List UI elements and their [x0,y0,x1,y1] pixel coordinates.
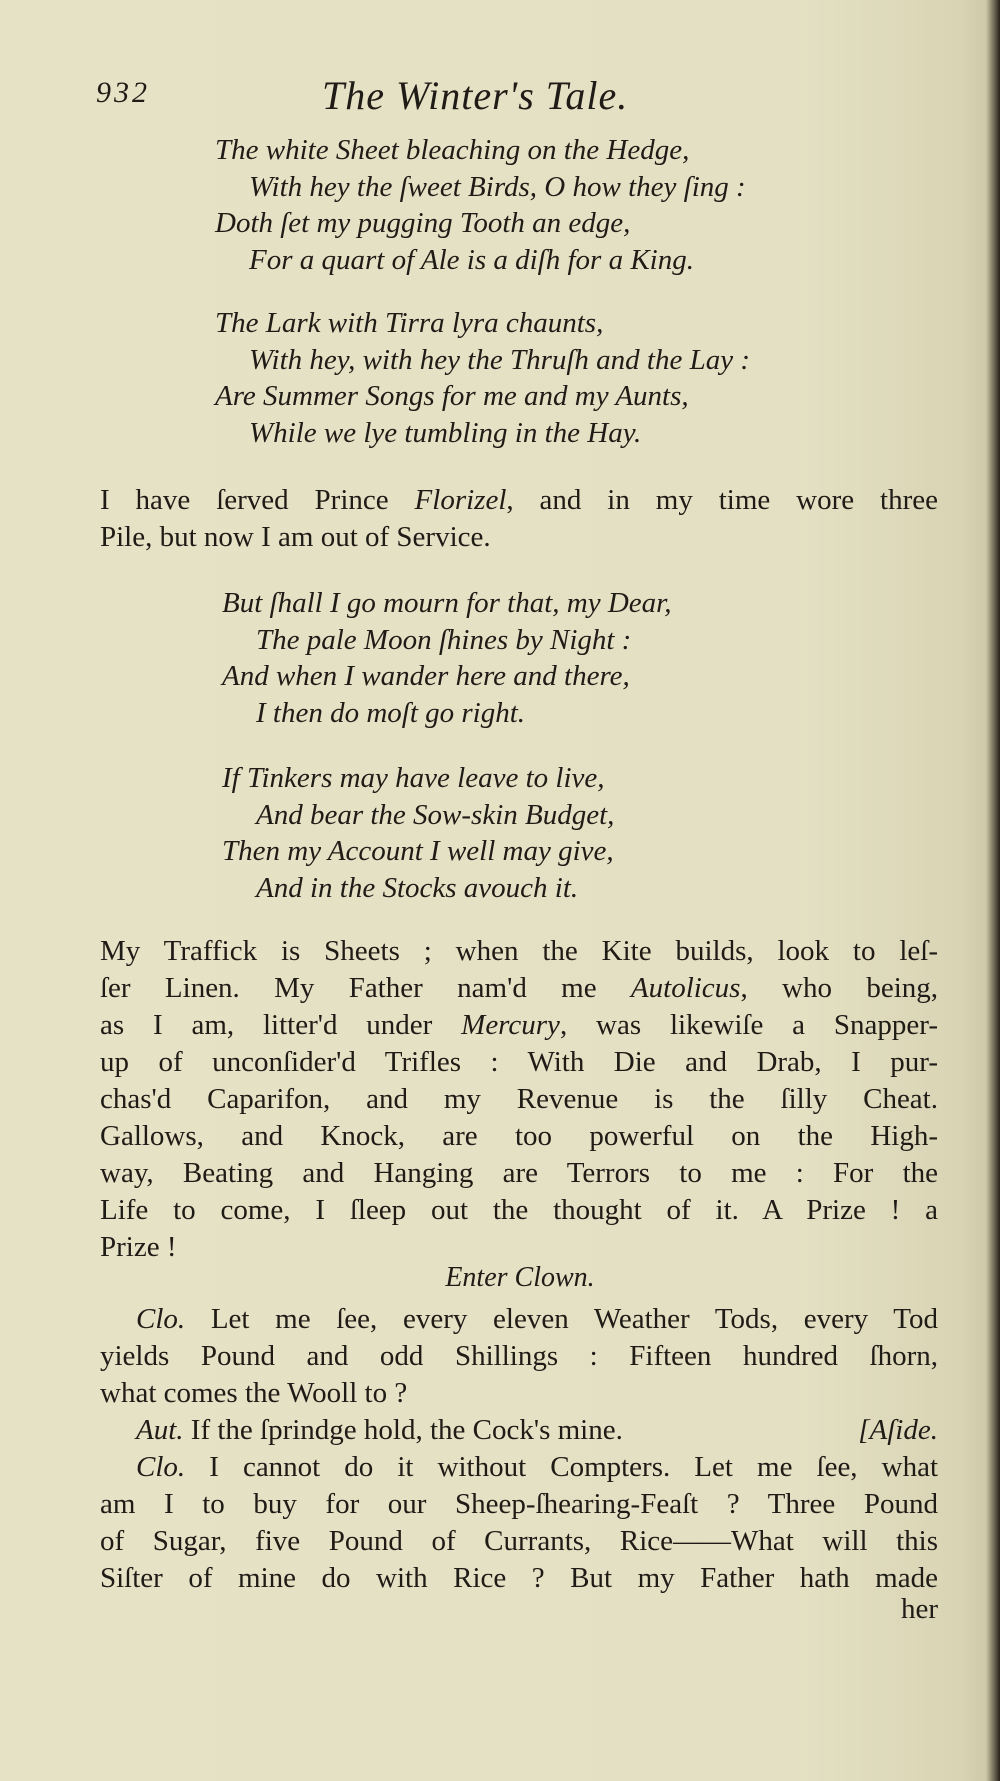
verse-line: With hey, with hey the Thruſh and the Lay : [249,343,751,376]
speaker-prefix: Aut. [136,1414,184,1446]
verse-line: The Lark with Tirra lyra chaunts, [215,307,604,339]
prose-line: way, Beating and Hanging are Terrors to me : For the [100,1157,938,1189]
dialogue-line: Clo. I cannot do it without Compters. Let me ſee, what [136,1451,938,1483]
speaker-prefix: Clo. [136,1451,186,1483]
prose-paragraph-1 [100,482,938,556]
dialogue-line: Siſter of mine do with Rice ? But my Father hath made [100,1562,938,1594]
speaker-prefix: Clo. [136,1303,186,1335]
dialogue-block [100,1301,938,1597]
character-name: Mercury [461,1009,560,1041]
dialogue-line: Clo. Let me ſee, every eleven Weather Tods, every Tod [136,1303,938,1335]
song1-stanza1 [215,132,746,278]
prose-line: Pile, but now I am out of Service. [100,521,491,553]
verse-line: And when I wander here and there, [222,660,630,692]
verse-line: For a quart of Ale is a diſh for a King. [249,243,694,276]
verse-line: The white Sheet bleaching on the Hedge, [215,134,690,166]
dialogue-line: what comes the Wooll to ? [100,1377,408,1409]
prose-line: up of unconſider'd Trifles : With Die and Drab, I pur- [100,1046,938,1078]
verse-line: I then do moſt go right. [256,696,526,729]
prose-line: chas'd Caparifon, and my Revenue is the ſilly Cheat. [100,1083,938,1115]
song2-stanza1 [222,585,672,731]
running-title: The Winter's Tale. [322,73,629,118]
dialogue-line: Aut. If the ſprindge hold, the Cock's mine. [Aſide. [100,1412,938,1449]
catchword: her [900,1593,938,1625]
character-name: Autolicus [630,972,741,1004]
verse-line: With hey the ſweet Birds, O how they ſing : [249,170,746,203]
verse-line: And bear the Sow-skin Budget, [256,798,615,831]
prose-line: My Traffick is Sheets ; when the Kite builds, look to leſ- [100,935,938,967]
prose-line: as I am, litter'd under Mercury, was likewiſe a Snapper- [100,1009,938,1041]
prose-paragraph-2 [100,933,938,1266]
page-number: 932 [96,76,150,109]
stage-direction: Enter Clown. [445,1262,595,1293]
page-edge-shadow [986,0,1000,1781]
verse-line: Then my Account I well may give, [222,835,614,867]
verse-line: But ſhall I go mourn for that, my Dear, [222,587,672,619]
song1-stanza2 [215,305,750,451]
verse-line: The pale Moon ſhines by Night : [256,623,632,656]
dialogue-line: of Sugar, five Pound of Currants, Rice——What will this [100,1525,938,1557]
song2-stanza2 [222,760,614,906]
verse-line: If Tinkers may have leave to live, [222,762,605,794]
aside-direction: [Aſide. [858,1414,938,1446]
prose-line: Prize ! [100,1231,177,1263]
verse-line: Doth ſet my pugging Tooth an edge, [215,207,631,239]
prose-line: Gallows, and Knock, are too powerful on the High- [100,1120,938,1152]
page-header [96,73,936,126]
prose-line: Life to come, I ſleep out the thought of it. A Prize ! a [100,1194,938,1226]
verse-line: While we lye tumbling in the Hay. [249,416,642,449]
verse-line: And in the Stocks avouch it. [256,871,579,904]
dialogue-line: am I to buy for our Sheep-ſhearing-Feaſt ? Three Pound [100,1488,938,1520]
prose-line: I have ſerved Prince Florizel, and in my time wore three [100,484,938,516]
character-name: Florizel [414,484,507,516]
prose-line: ſer Linen. My Father nam'd me Autolicus, who being, [100,972,938,1004]
verse-line: Are Summer Songs for me and my Aunts, [215,380,689,412]
dialogue-line: yields Pound and odd Shillings : Fifteen hundred ſhorn, [100,1340,938,1372]
